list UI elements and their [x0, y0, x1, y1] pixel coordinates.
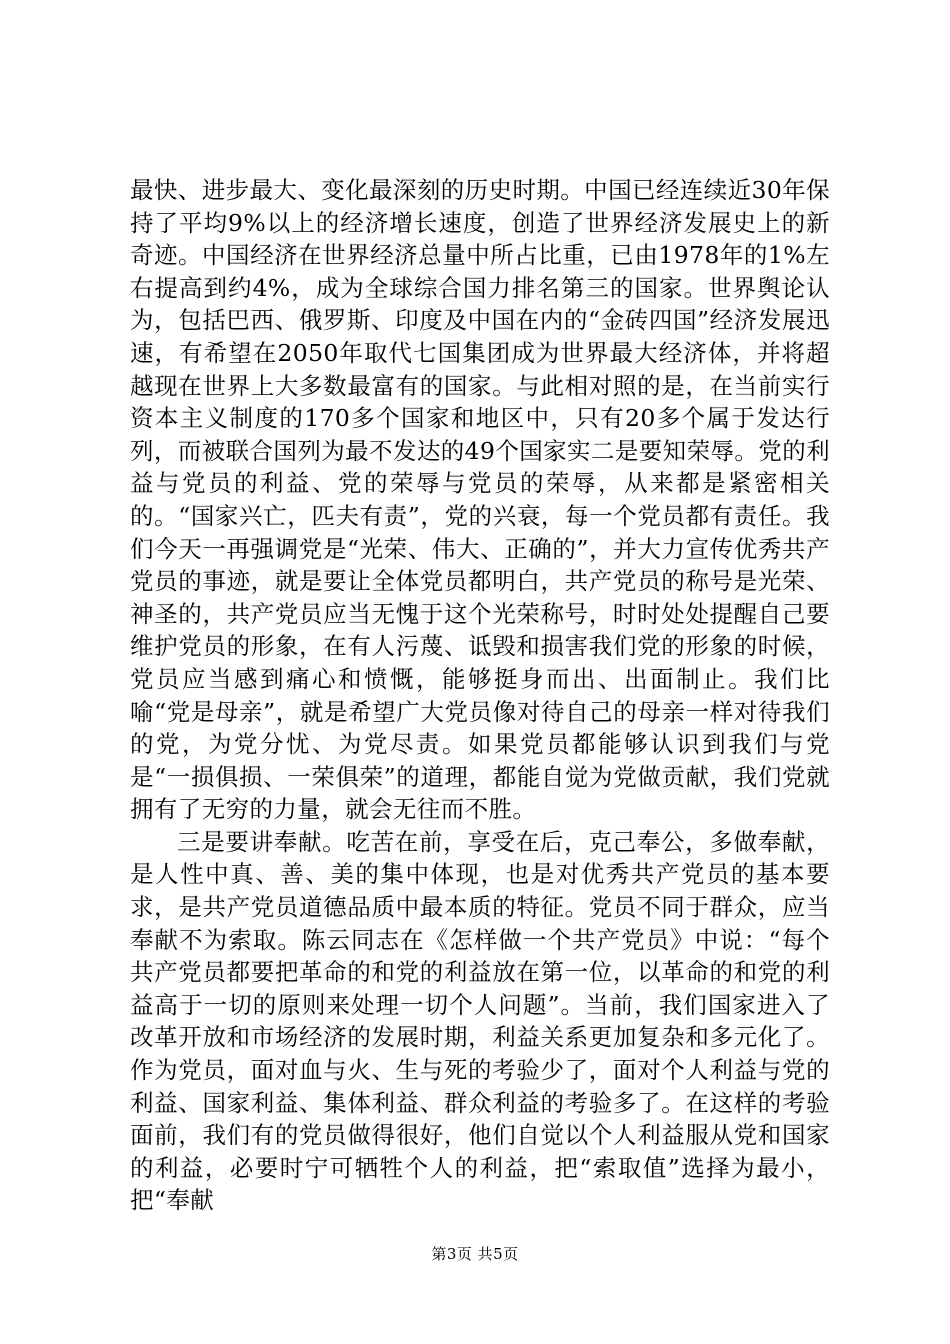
paragraph-2: 三是要讲奉献。吃苦在前，享受在后，克己奉公，多做奉献，是人性中真、善、美的集中体现，也是对优秀共产党员的基本要求，是共产党员道德品质中最本质的特征。党员不同于群众，应当奉献不为索取。陈云同志在《怎样做一个共产党员》中说：“每个共产党员都要把革命的和党的利益放在第一位，以革命的和党的利益高于一切的原则来处理一切个人问题”。当前，我们国家进入了改革开放和市场经济的发展时期，利益关系更加复杂和多元化了。作为党员，面对血与火、生与死的考验少了，面对个人利益与党的利益、国家利益、集体利益、群众利益的考验多了。在这样的考验面前，我们有的党员做得很好，他们自觉以个人利益服从党和国家的利益，必要时宁可牺牲个人的利益，把“索取值”选择为最小，把“奉献 [130, 827, 830, 1215]
paragraph-1: 最快、进步最大、变化最深刻的历史时期。中国已经连续近30年保持了平均9%以上的经济增长速度，创造了世界经济发展史上的新奇迹。中国经济在世界经济总量中所占比重，已由1978年的1%左右提高到约4%，成为全球综合国力排名第三的国家。世界舆论认为，包括巴西、俄罗斯、印度及中国在内的“金砖四国”经济发展迅速，有希望在2050年取代七国集团成为世界最大经济体，并将超越现在世界上大多数最富有的国家。与此相对照的是，在当前实行资本主义制度的170多个国家和地区中，只有20多个属于发达行列，而被联合国列为最不发达的49个国家实二是要知荣辱。党的利益与党员的利益、党的荣辱与党员的荣辱，从来都是紧密相关的。“国家兴亡，匹夫有责”，党的兴衰，每一个党员都有责任。我们今天一再强调党是“光荣、伟大、正确的”，并大力宣传优秀共产党员的事迹，就是要让全体党员都明白，共产党员的称号是光荣、神圣的，共产党员应当无愧于这个光荣称号，时时处处提醒自己要维护党员的形象，在有人污蔑、诋毁和损害我们党的形象的时候，党员应当感到痛心和愤慨，能够挺身而出、出面制止。我们比喻“党是母亲”，就是希望广大党员像对待自己的母亲一样对待我们的党，为党分忧、为党尽责。如果党员都能够认识到我们与党是“一损俱损、一荣俱荣”的道理，都能自觉为党做贡献，我们党就拥有了无穷的力量，就会无往而不胜。 [130, 176, 830, 824]
page-footer: 第3页 共5页 [431, 1245, 519, 1263]
document-body [130, 174, 830, 1217]
